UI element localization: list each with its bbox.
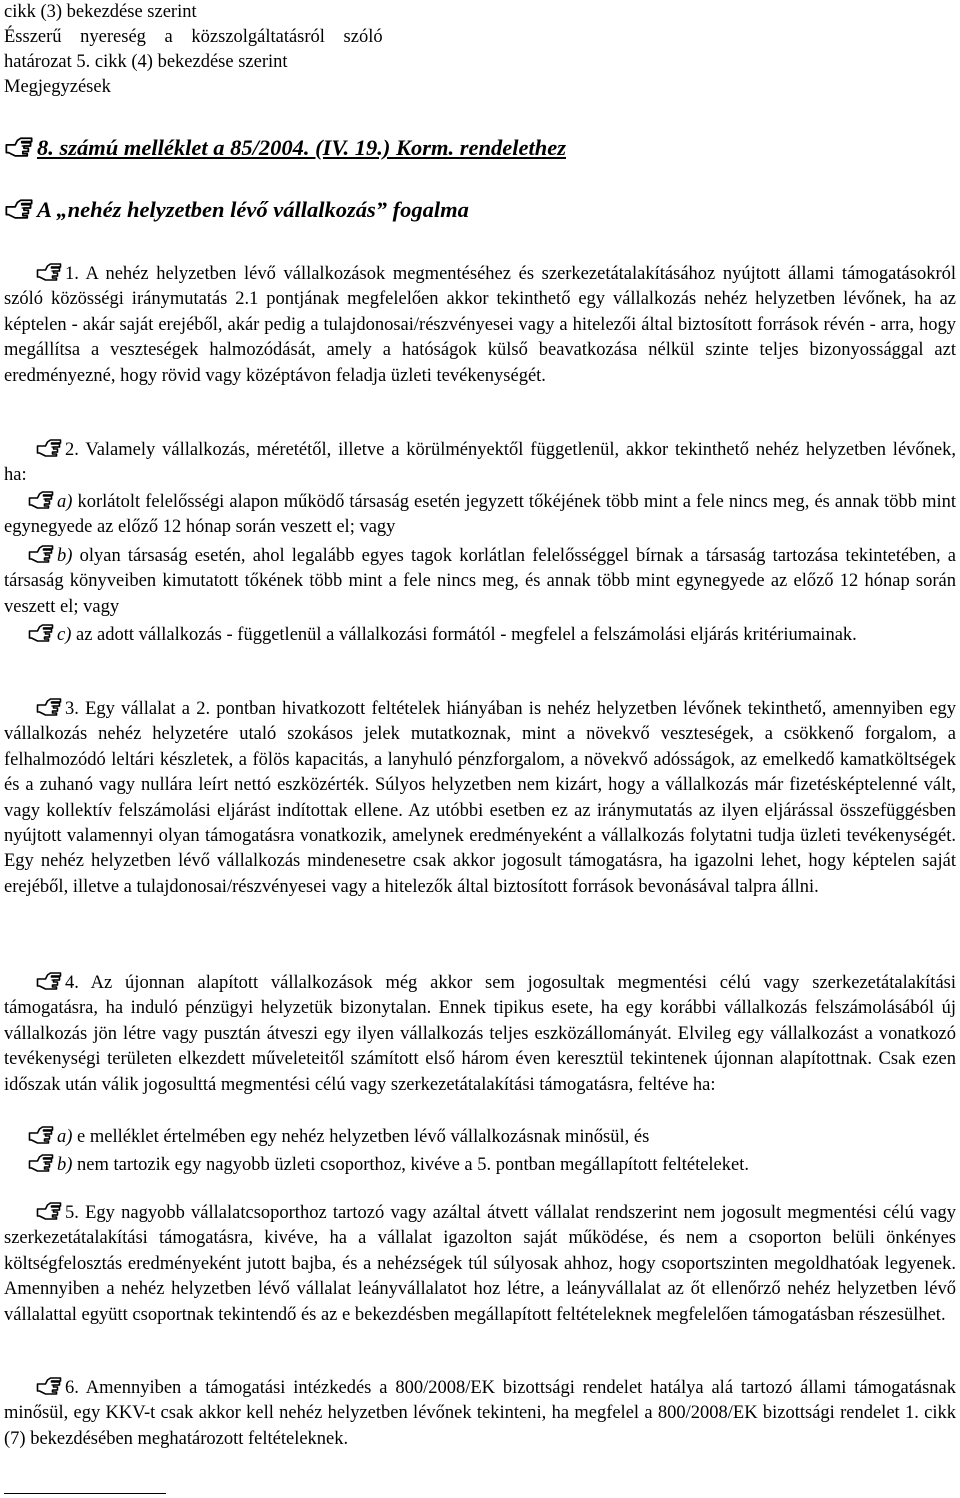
point-2c-text: az adott vállalkozás - függetlenül a vállalkozási formától - megfelel a felszámolási eljárás kritériumainak. xyxy=(71,625,857,645)
pointing-hand-icon xyxy=(4,197,34,219)
pointing-hand-icon xyxy=(36,696,62,716)
top-line-3: határozat 5. cikk (4) bekezdése szerint xyxy=(4,52,288,72)
pointing-hand-icon xyxy=(36,1375,62,1395)
point-5-text: 5. Egy nagyobb vállalatcsoporthoz tartozó vagy azáltal átvett vállalat rendszerint nem jogosult megmentési célú vagy szerkezetátalakítási támogatásra, kivéve, ha a vállalat igazolton saját működése, és nem a csoporton belüli önkényes költségfelosztás eredményeként jutott bajba, és a nehézségek túl súlyosak ahhoz, hogy csoportszinten megoldhatóak legyenek. Amennyiben a nehéz helyzetben lévő vállalat leányvállalatot hoz létre, a leányvállalat az őt ellenőrző nehéz helyzetben lévő vállalattal együtt csoportnak tekintendő és az e bekezdésben megállapított feltételeknek megfelelően támogatásban részesülhet. xyxy=(4,1203,956,1325)
point-2a-label: a) xyxy=(57,492,73,512)
point-2b-label: b) xyxy=(57,546,73,566)
annex-heading-row xyxy=(4,133,566,163)
point-4b xyxy=(4,1152,956,1178)
point-2-text: 2. Valamely vállalkozás, méretétől, illetve a körülményektől függetlenül, akkor tekinthető nehéz helyzetben lévőnek, ha: xyxy=(4,440,956,486)
pointing-hand-icon xyxy=(36,437,62,457)
pointing-hand-icon xyxy=(28,1152,54,1172)
point-1-text: 1. A nehéz helyzetben lévő vállalkozások megmentéséhez és szerkezetátalakításához nyújtott állami támogatásokról szóló közösségi iránymutatás 2.1 pontjának megfelelően akkor tekinthető egy vállalkozás nehéz helyzetben lévőnek, ha az képtelen - akár saját erejéből, akár pedig a tulajdonosai/részvényesei vagy a hitelezői által biztosított források révén - arra, hogy megállítsa a veszteségek halmozódását, amely a hatóságok külső beavatkozása nélkül szinte teljes bizonyossággal azt eredményezné, hogy rövid vagy középtávon feladja üzleti tevékenységét. xyxy=(4,264,956,386)
point-3-text: 3. Egy vállalat a 2. pontban hivatkozott feltételek hiányában is nehéz helyzetben lévőnek tekinthető, amennyiben egy vállalkozás nehéz helyzetére utaló szokásos jelek mutatkoznak, mint a növekvő veszteségek, a csökkenő forgalom, a felhalmozódó leltári készletek, a fölös kapacitás, a lanyhuló pénzforgalom, a növekvő adósságok, az emelkedő kamatköltségek és a zuhanó vagy nullára leírt nettó eszközérték. Súlyos helyzetben nem kizárt, hogy a vállalkozás már fizetésképtelenné vált, vagy kollektív felszámolási eljárást indítottak ellene. Az utóbbi esetben ez az iránymutatás az ilyen eljárással összefüggésben nyújtott valamennyi olyan támogatásra vonatkozik, amelynek eredményeként a vállalkozás folytatni tudja üzleti tevékenységét. Egy nehéz helyzetben lévő vállalkozás mindenesetre csak akkor jogosult támogatásra, ha igazolni lehet, hogy képtelen saját erejéből, illetve a tulajdonosai/részvényesei vagy a hitelezők által biztosított források bevonásával talpra állni. xyxy=(4,699,956,897)
point-4a-text: e melléklet értelmében egy nehéz helyzetben lévő vállalkozásnak minősül, és xyxy=(72,1127,650,1147)
pointing-hand-icon xyxy=(28,1124,54,1144)
top-line-4: Megjegyzések xyxy=(4,77,111,97)
pointing-hand-icon xyxy=(36,261,62,281)
point-4a xyxy=(4,1124,956,1150)
point-2b-text: olyan társaság esetén, ahol legalább egyes tagok korlátlan felelősséggel bírnak a társaság tartozása tekintetében, a társaság könyveiben kimutatott tőkének több mint a fele nincs meg, és annak több mint egynegyede az előző 12 hónap során veszett el; vagy xyxy=(4,546,956,617)
point-2 xyxy=(4,437,956,489)
top-line-1: cikk (3) bekezdése szerint xyxy=(4,2,197,22)
pointing-hand-icon xyxy=(28,622,54,642)
point-3 xyxy=(4,696,956,900)
point-2c xyxy=(4,622,956,648)
point-4b-text: nem tartozik egy nagyobb üzleti csoporthoz, kivéve a 5. pontban megállapított feltételeket. xyxy=(72,1155,749,1175)
point-4 xyxy=(4,970,956,1098)
point-4-text: 4. Az újonnan alapított vállalkozások még akkor sem jogosultak megmentési célú vagy szerkezetátalakítási támogatásra, ha induló pénzügyi helyzetük bizonytalan. Ennek tipikus esete, ha egy korábbi vállalkozás felszámolásából új vállalkozás jön létre vagy pusztán átveszi egy ilyen vállalkozás teljes eszközállományát. Elvileg egy vállalkozást a vonatkozó tevékenységi területen elkezdett műveleteitől számított első három éven keresztül tekintenek újonnan alapítottnak. Csak ezen időszak után válik jogosulttá megmentési célú vagy szerkezetátalakítási támogatásra, feltéve ha: xyxy=(4,973,956,1095)
pointing-hand-icon xyxy=(36,970,62,990)
pointing-hand-icon xyxy=(4,135,34,157)
point-6-text: 6. Amennyiben a támogatási intézkedés a 800/2008/EK bizottsági rendelet hatálya alá tartozó állami támogatásnak minősül, egy KKV-t csak akkor kell nehéz helyzetben lévőnek tekinteni, ha megfelel a 800/2008/EK bizottsági rendelet 1. cikk (7) bekezdésében meghatározott feltételeknek. xyxy=(4,1378,956,1449)
subtitle-row xyxy=(4,195,469,225)
point-4a-label: a) xyxy=(57,1127,73,1147)
point-2a xyxy=(4,489,956,541)
point-4b-label: b) xyxy=(57,1155,73,1175)
point-2c-label: c) xyxy=(57,625,72,645)
point-5 xyxy=(4,1200,956,1328)
point-2b xyxy=(4,543,956,620)
point-1 xyxy=(4,261,956,389)
pointing-hand-icon xyxy=(28,543,54,563)
annex-heading[interactable]: 8. számú melléklet a 85/2004. (IV. 19.) Korm. rendelethez xyxy=(37,135,566,160)
pointing-hand-icon xyxy=(28,489,54,509)
point-2a-text: korlátolt felelősségi alapon működő társaság esetén jegyzett tőkéjének több mint a fele nincs meg, és annak több mint egynegyede az előző 12 hónap során veszett el; vagy xyxy=(4,492,956,538)
subtitle: A „nehéz helyzetben lévő vállalkozás” fogalma xyxy=(37,197,469,222)
footnote-rule xyxy=(4,1493,166,1494)
pointing-hand-icon xyxy=(36,1200,62,1220)
top-line-2: Ésszerű nyereség a közszolgáltatásról szóló xyxy=(4,27,383,47)
point-6 xyxy=(4,1375,956,1452)
